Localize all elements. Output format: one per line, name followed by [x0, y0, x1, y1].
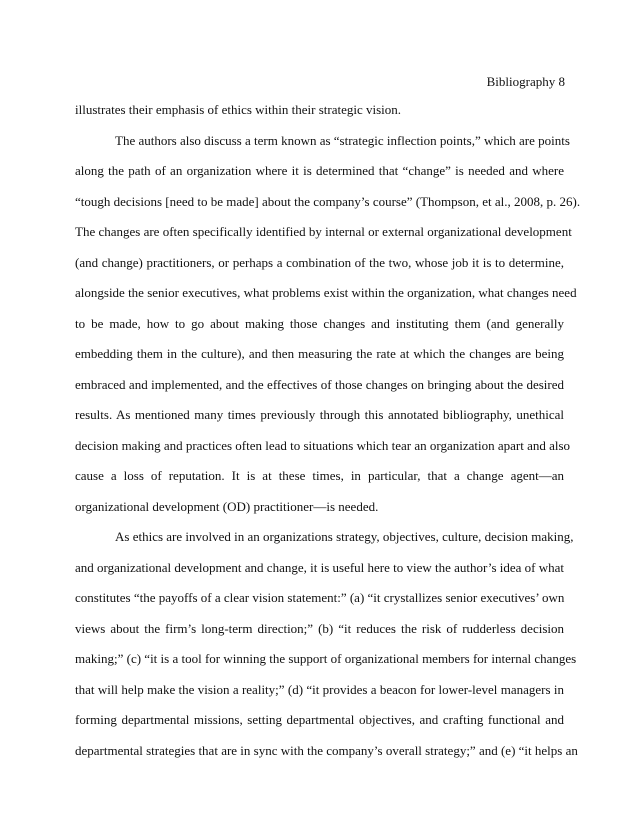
paragraph-first-line: The authors also discuss a term known as “strategic inflection points,” which are points	[115, 132, 570, 148]
text-line: “tough decisions [need to be made] about the company’s course” (Thompson, et al., 2008, p. 26).	[75, 193, 581, 209]
text-line: organizational development (OD) practitioner—is needed.	[75, 498, 379, 514]
text-line: that will help make the vision a reality;” (d) “it provides a beacon for lower-level managers in	[75, 681, 564, 697]
text-line: views about the firm’s long-term direction;” (b) “it reduces the risk of rudderless decision	[75, 620, 564, 636]
text-line: illustrates their emphasis of ethics within their strategic vision.	[75, 102, 402, 117]
text-line: along the path of an organization where it is determined that “change” is needed and where	[75, 163, 564, 178]
text-line: departmental strategies that are in sync with the company’s overall strategy;” and (e) “it helps an	[75, 742, 578, 758]
text-line: decision making and practices often lead to situations which tear an organization apart and also	[75, 437, 571, 453]
text-line: The changes are often specifically identified by internal or external organizational development	[75, 224, 572, 239]
text-line: (and change) practitioners, or perhaps a combination of the two, whose job it is to determine,	[75, 254, 564, 270]
text-line: forming departmental missions, setting departmental objectives, and crafting functional and	[75, 712, 564, 727]
text-line: making;” (c) “it is a tool for winning the support of organizational members for internal changes	[75, 651, 577, 666]
text-line: results. As mentioned many times previously through this annotated bibliography, unethical	[75, 407, 564, 422]
paragraph-first-line: As ethics are involved in an organizations strategy, objectives, culture, decision making,	[115, 529, 574, 544]
text-line: cause a loss of reputation. It is at these times, in particular, that a change agent—an	[75, 468, 564, 483]
text-line: alongside the senior executives, what problems exist within the organization, what changes need	[75, 285, 577, 300]
body-text	[75, 101, 581, 772]
running-head: Bibliography 8	[486, 74, 565, 89]
text-line: embedding them in the culture), and then measuring the rate at which the changes are being	[75, 346, 564, 361]
text-line: and organizational development and change, it is useful here to view the author’s idea of what	[75, 559, 565, 575]
text-line: to be made, how to go about making those changes and instituting them (and generally	[75, 315, 564, 331]
text-line: embraced and implemented, and the effectives of those changes on bringing about the desired	[75, 376, 564, 392]
text-line: constitutes “the payoffs of a clear vision statement:” (a) “it crystallizes senior executives’ own	[75, 590, 565, 605]
